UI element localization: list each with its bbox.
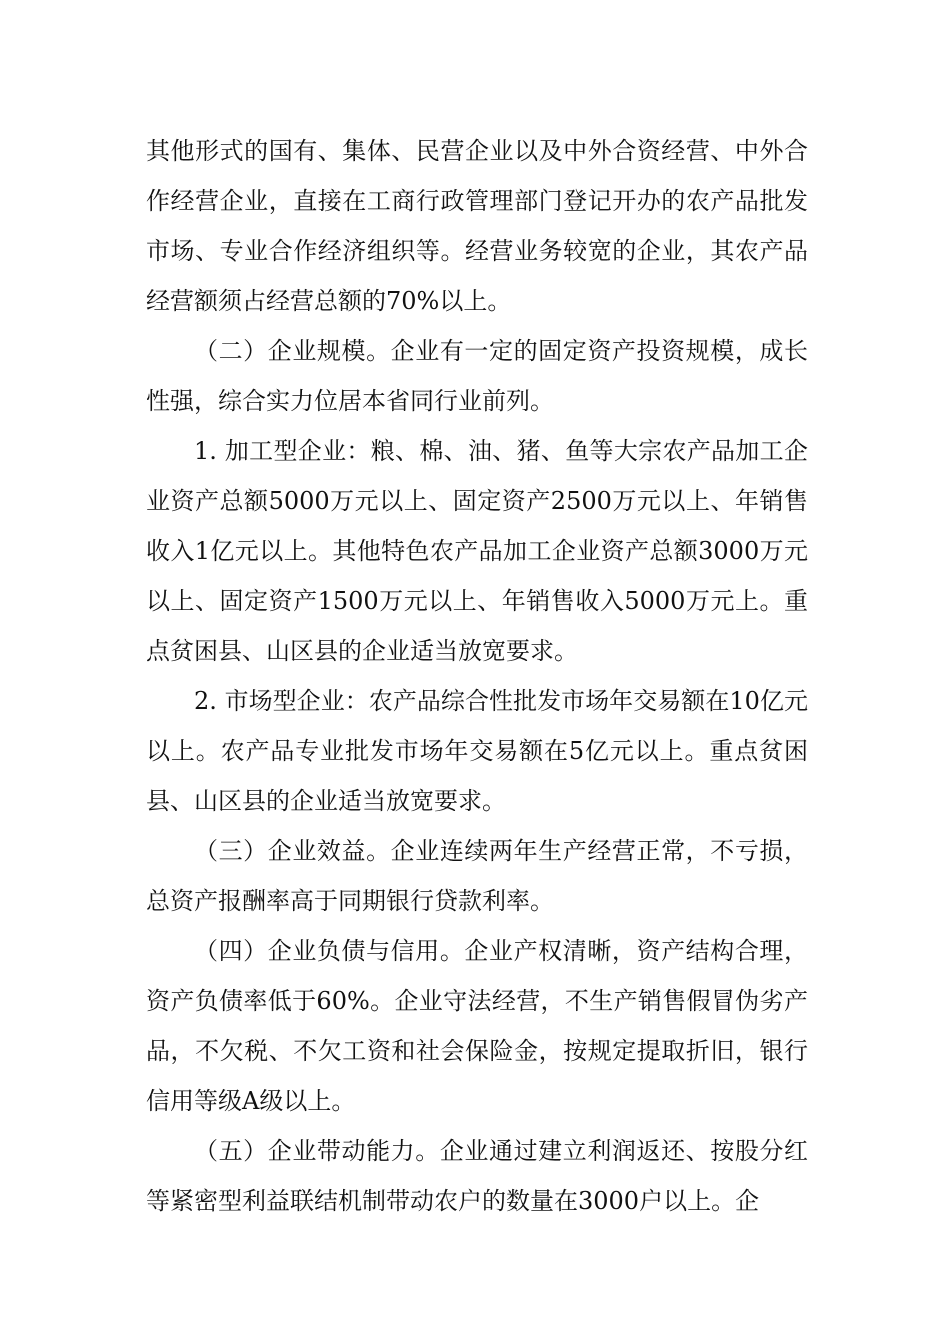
paragraph-continuation: 其他形式的国有、集体、民营企业以及中外合资经营、中外合作经营企业，直接在工商行政管理部门登记开办的农产品批发市场、专业合作经济组织等。经营业务较宽的企业，其农产品经营额须占经营总额的70%以上。 bbox=[146, 137, 808, 315]
paragraph-enterprise-scale: （二）企业规模。企业有一定的固定资产投资规模，成长性强，综合实力位居本省同行业前列。 bbox=[146, 337, 808, 415]
document-body bbox=[146, 126, 808, 1226]
paragraph-driving-capacity: （五）企业带动能力。企业通过建立利润返还、按股分红等紧密型利益联结机制带动农户的数量在3000户以上。企 bbox=[146, 1137, 808, 1215]
paragraph-debt-and-credit: （四）企业负债与信用。企业产权清晰，资产结构合理，资产负债率低于60%。企业守法经营，不生产销售假冒伪劣产品，不欠税、不欠工资和社会保险金，按规定提取折旧，银行信用等级A级以上。 bbox=[146, 937, 808, 1115]
paragraph-enterprise-benefit: （三）企业效益。企业连续两年生产经营正常，不亏损，总资产报酬率高于同期银行贷款利率。 bbox=[146, 837, 808, 915]
paragraph-processing-enterprise: 1. 加工型企业：粮、棉、油、猪、鱼等大宗农产品加工企业资产总额5000万元以上、固定资产2500万元以上、年销售收入1亿元以上。其他特色农产品加工企业资产总额3000万元以上、固定资产1500万元以上、年销售收入5000万元上。重点贫困县、山区县的企业适当放宽要求。 bbox=[146, 437, 808, 665]
paragraph-market-enterprise: 2. 市场型企业：农产品综合性批发市场年交易额在10亿元以上。农产品专业批发市场年交易额在5亿元以上。重点贫困县、山区县的企业适当放宽要求。 bbox=[146, 687, 808, 815]
